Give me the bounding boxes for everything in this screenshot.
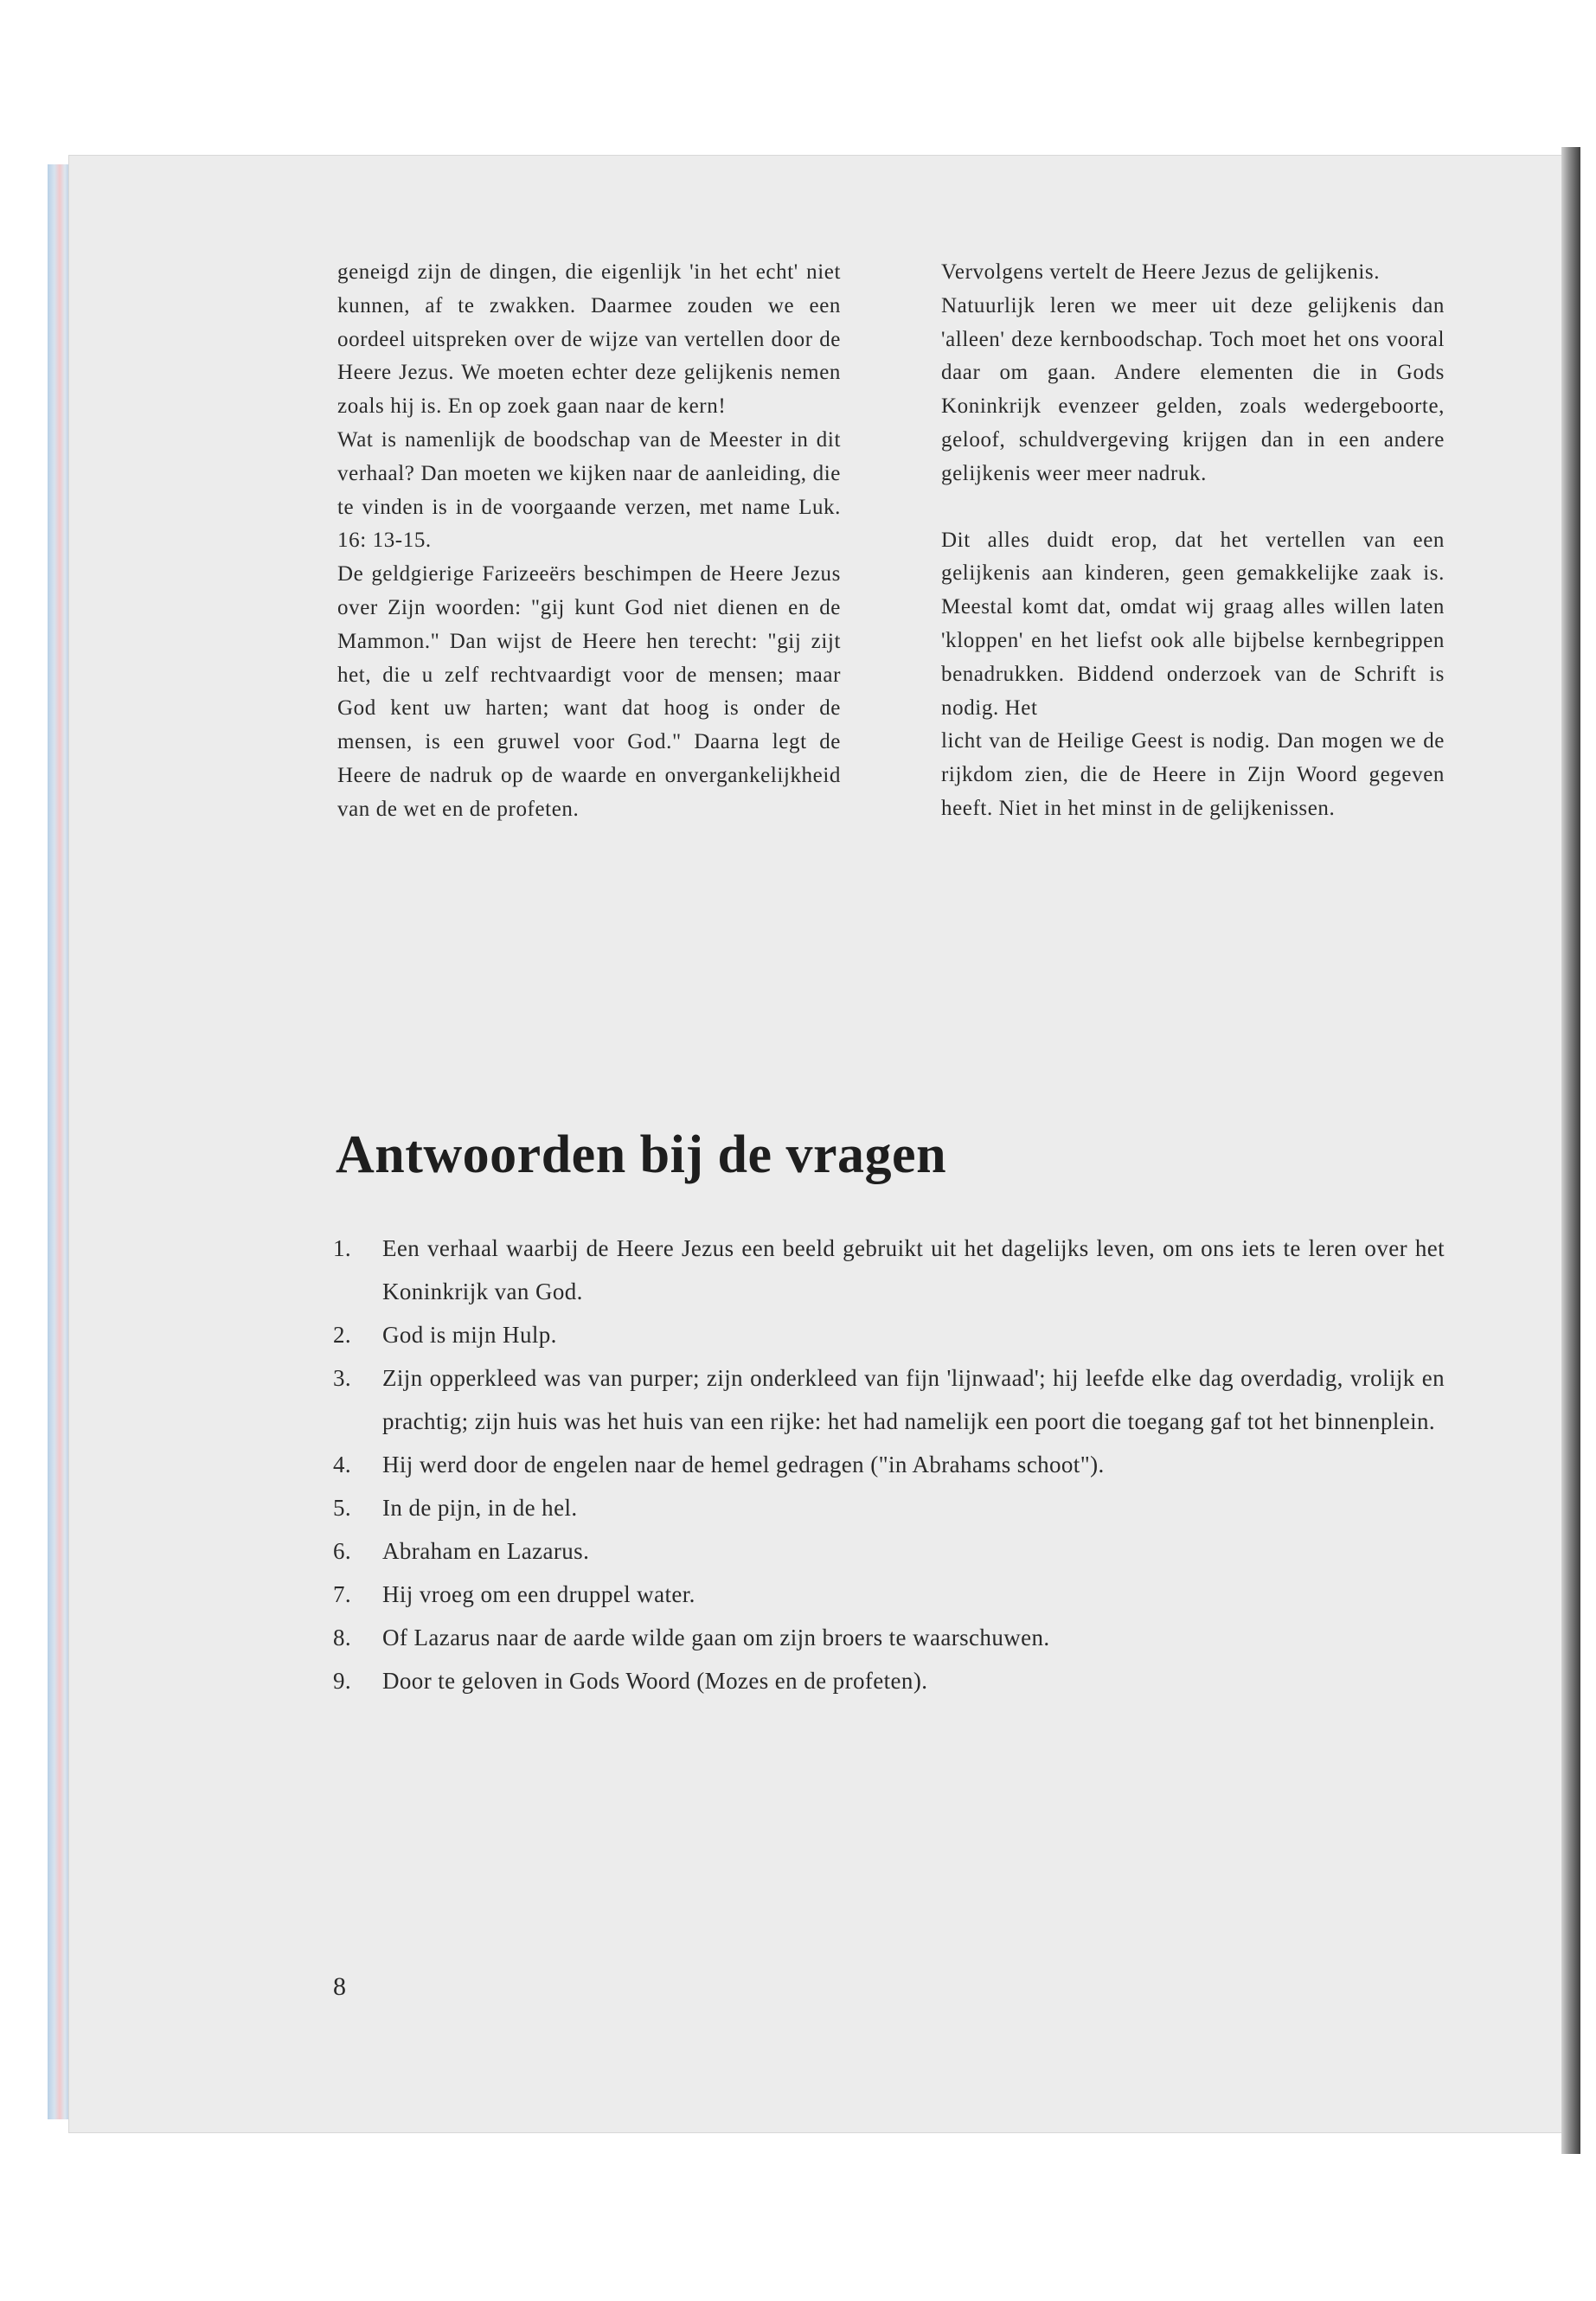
answer-item <box>333 1573 1445 1616</box>
answer-item <box>333 1227 1445 1313</box>
section-title: Antwoorden bij de vragen <box>336 1125 947 1184</box>
answer-number: 3. <box>333 1365 352 1391</box>
right-paragraph-1: Vervolgens vertelt de Heere Jezus de gelijkenis. <box>941 260 1381 284</box>
paragraph-gap <box>941 491 1445 524</box>
page-edge-right <box>1561 147 1580 2154</box>
answer-number: 1. <box>333 1235 352 1261</box>
left-text-column <box>337 256 841 827</box>
answer-number: 9. <box>333 1668 352 1694</box>
right-text-column <box>941 256 1445 826</box>
left-paragraph-2: Wat is namenlijk de boodschap van de Meester in dit verhaal? Dan moeten we kijken naar de aanleiding, die te vinden is in de voorgaande verzen, met name Luk. 16: 13-15. <box>337 427 841 553</box>
answer-text: Door te geloven in Gods Woord (Mozes en de profeten). <box>382 1668 928 1694</box>
answer-item <box>333 1529 1445 1573</box>
answer-item <box>333 1356 1445 1443</box>
right-paragraph-3: Dit alles duidt erop, dat het vertellen van een gelijkenis aan kinderen, geen gemakkelijke zaak is. Meestal komt dat, omdat wij graag alles willen laten 'kloppen' en het liefst ook alle bijbelse kernbegrippen benadrukken. Biddend onderzoek van de Schrift is nodig. Het <box>941 528 1445 720</box>
answer-item <box>333 1313 1445 1356</box>
answers-list <box>333 1227 1445 1702</box>
answer-item <box>333 1616 1445 1659</box>
right-paragraph-2: Natuurlijk leren we meer uit deze gelijkenis dan 'alleen' deze kernboodschap. Toch moet het ons vooral daar om gaan. Andere elementen die in Gods Koninkrijk evenzeer gelden, zoals wedergeboorte, geloof, schuldvergeving krijgen dan in een andere gelijkenis weer meer nadruk. <box>941 293 1445 485</box>
answer-text: Een verhaal waarbij de Heere Jezus een beeld gebruikt uit het dagelijks leven, om ons iets te leren over het Koninkrijk van God. <box>382 1235 1445 1304</box>
answer-number: 4. <box>333 1452 352 1477</box>
page-number: 8 <box>333 1972 346 2001</box>
answer-text: In de pijn, in de hel. <box>382 1495 578 1521</box>
answer-text: Hij werd door de engelen naar de hemel gedragen ("in Abrahams schoot"). <box>382 1452 1105 1477</box>
answer-number: 7. <box>333 1581 352 1607</box>
left-paragraph-1: geneigd zijn de dingen, die eigenlijk 'in het echt' niet kunnen, af te zwakken. Daarmee zouden we een oordeel uitspreken over de wijze van vertellen door de Heere Jezus. We moeten echter deze gelijkenis nemen zoals hij is. En op zoek gaan naar de kern! <box>337 260 841 419</box>
answer-item <box>333 1659 1445 1702</box>
answer-text: Zijn opperkleed was van purper; zijn onderkleed van fijn 'lijnwaad'; hij leefde elke dag overdadig, vrolijk en prachtig; zijn huis was het huis van een rijke: het had namelijk een poort die toegang gaf tot het binnenplein. <box>382 1365 1445 1434</box>
answer-text: Of Lazarus naar de aarde wilde gaan om zijn broers te waarschuwen. <box>382 1625 1050 1650</box>
answer-text: Hij vroeg om een druppel water. <box>382 1581 695 1607</box>
answer-item <box>333 1486 1445 1529</box>
answer-number: 5. <box>333 1495 352 1521</box>
left-paragraph-3: De geldgierige Farizeeërs beschimpen de Heere Jezus over Zijn woorden: "gij kunt God niet dienen en de Mammon." Dan wijst de Heere hen terecht: "gij zijt het, die u zelf rechtvaardigt voor de mensen; maar God kent uw harten; want dat hoog is onder de mensen, is een gruwel voor God." Daarna legt de Heere de nadruk op de waarde en onvergankelijkheid van de wet en de profeten. <box>337 562 841 821</box>
answer-text: God is mijn Hulp. <box>382 1322 557 1348</box>
answer-item <box>333 1443 1445 1486</box>
answer-number: 6. <box>333 1538 352 1564</box>
answer-number: 8. <box>333 1625 352 1650</box>
answer-text: Abraham en Lazarus. <box>382 1538 590 1564</box>
right-paragraph-4: licht van de Heilige Geest is nodig. Dan mogen we de rijkdom zien, die de Heere in Zijn Woord gegeven heeft. Niet in het minst in de gelijkenissen. <box>941 729 1445 820</box>
answer-number: 2. <box>333 1322 352 1348</box>
